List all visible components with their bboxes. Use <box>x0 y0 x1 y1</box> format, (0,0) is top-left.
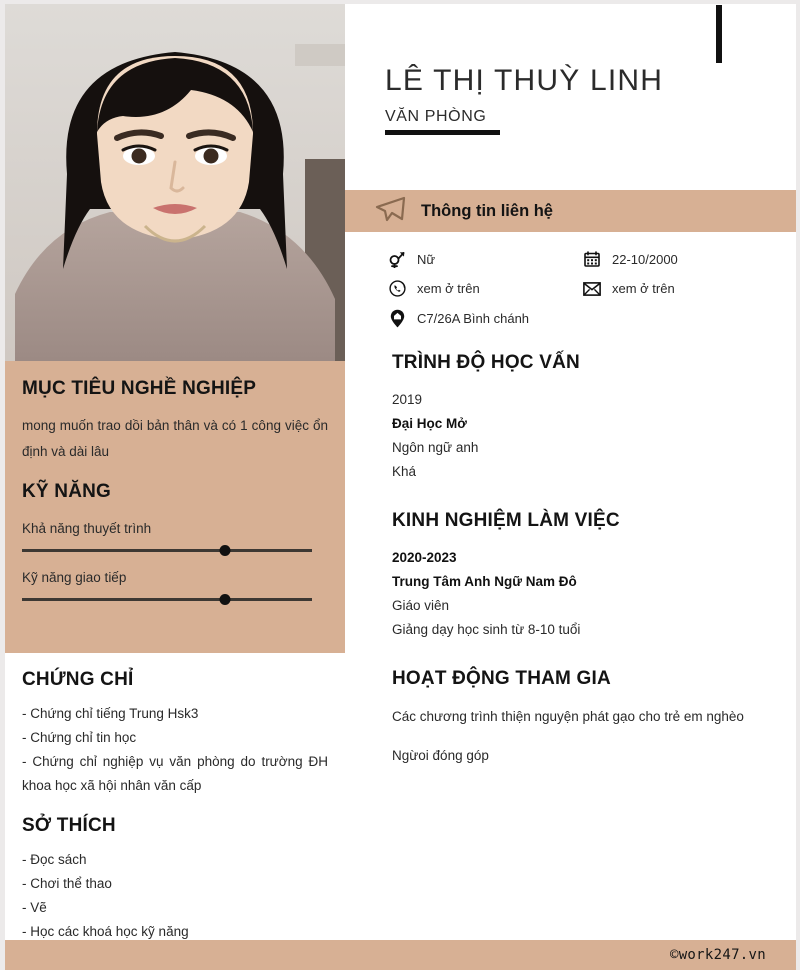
footer-bar <box>5 940 796 970</box>
list-item: - Chứng chỉ tin học <box>22 729 137 745</box>
contact-phone <box>387 280 582 297</box>
watermark-text: ©work247.vn <box>669 947 766 963</box>
hobbies-list <box>22 848 328 944</box>
calendar-icon <box>582 251 602 267</box>
list-item: - Vẽ <box>22 899 47 915</box>
contact-value: Nữ <box>417 251 436 267</box>
job-title: VĂN PHÒNG <box>385 108 487 125</box>
job-title-block <box>385 108 500 135</box>
contact-value: xem ở trên <box>612 281 675 296</box>
gender-icon <box>387 250 407 268</box>
education-major: Ngôn ngữ anh <box>392 440 479 455</box>
list-item: - Đọc sách <box>22 851 87 867</box>
contact-section-title: Thông tin liên hệ <box>421 201 553 220</box>
list-item: - Chứng chỉ nghiệp vụ văn phòng do trường ĐH khoa học xã hội nhân văn cấp <box>22 753 328 793</box>
main-column <box>345 4 796 940</box>
contact-address <box>387 309 582 328</box>
skill-slider-handle[interactable] <box>220 594 231 605</box>
hobbies-title: SỞ THÍCH <box>22 814 116 836</box>
experience-period: 2020-2023 <box>392 550 457 565</box>
certificates-title: CHỨNG CHỈ <box>22 669 134 690</box>
phone-icon <box>387 280 407 297</box>
skill-slider-handle[interactable] <box>220 545 231 556</box>
accent-bar <box>716 5 722 63</box>
contact-value: 22-10/2000 <box>612 251 678 267</box>
activities-description: Các chương trình thiện nguyện phát gạo cho trẻ em nghèo <box>392 709 744 724</box>
education-school: Đại Học Mở <box>392 416 467 431</box>
contact-header-bar <box>345 190 796 232</box>
experience-role: Giáo viên <box>392 598 450 613</box>
skill-label: Khả năng thuyết trình <box>22 520 152 536</box>
education-year: 2019 <box>392 392 423 407</box>
paper-plane-icon <box>373 196 407 227</box>
contact-email <box>582 280 796 297</box>
contact-list <box>345 232 796 328</box>
certificates-list <box>22 702 328 798</box>
sidebar-white-section <box>5 653 345 944</box>
page-title: LÊ THỊ THUỲ LINH <box>385 64 664 97</box>
name-header <box>345 4 796 190</box>
experience-entry <box>392 546 756 642</box>
main-body <box>345 328 796 768</box>
education-grade: Khá <box>392 464 417 479</box>
sidebar <box>5 4 345 940</box>
list-item: - Học các khoá học kỹ năng <box>22 923 189 939</box>
contact-value: xem ở trên <box>417 281 480 296</box>
experience-detail: Giảng dạy học sinh từ 8-10 tuổi <box>392 622 581 637</box>
contact-value: C7/26A Bình chánh <box>417 311 530 326</box>
contact-gender <box>387 250 582 268</box>
skill-slider[interactable] <box>22 549 312 552</box>
skill-row <box>22 521 328 552</box>
envelope-icon <box>582 282 602 296</box>
education-entry <box>392 388 756 484</box>
objective-title: MỤC TIÊU NGHỀ NGHIỆP <box>22 378 257 399</box>
activities-role: Ngừoi đóng góp <box>392 748 489 763</box>
experience-title: KINH NGHIỆM LÀM VIỆC <box>392 510 620 531</box>
contact-birthdate <box>582 250 796 268</box>
portrait-placeholder-icon <box>5 4 345 361</box>
skills-title: KỸ NĂNG <box>22 480 112 502</box>
list-item: - Chứng chỉ tiếng Trung Hsk3 <box>22 705 199 721</box>
activities-title: HOẠT ĐỘNG THAM GIA <box>392 668 611 689</box>
profile-photo <box>5 4 345 361</box>
activities-role-entry <box>392 744 756 768</box>
skill-slider[interactable] <box>22 598 312 601</box>
list-item: - Chơi thể thao <box>22 875 112 891</box>
job-title-underline <box>385 130 500 135</box>
skill-label: Kỹ năng giao tiếp <box>22 569 127 585</box>
page-margin-right <box>796 0 800 970</box>
skill-row <box>22 570 328 601</box>
sidebar-tan-section <box>5 361 345 653</box>
education-title: TRÌNH ĐỘ HỌC VẤN <box>392 352 580 373</box>
objective-text: mong muốn trao dồi bản thân và có 1 công việc ổn định và dài lâu <box>22 417 328 459</box>
location-pin-icon <box>387 309 407 328</box>
experience-company: Trung Tâm Anh Ngữ Nam Đô <box>392 574 577 589</box>
